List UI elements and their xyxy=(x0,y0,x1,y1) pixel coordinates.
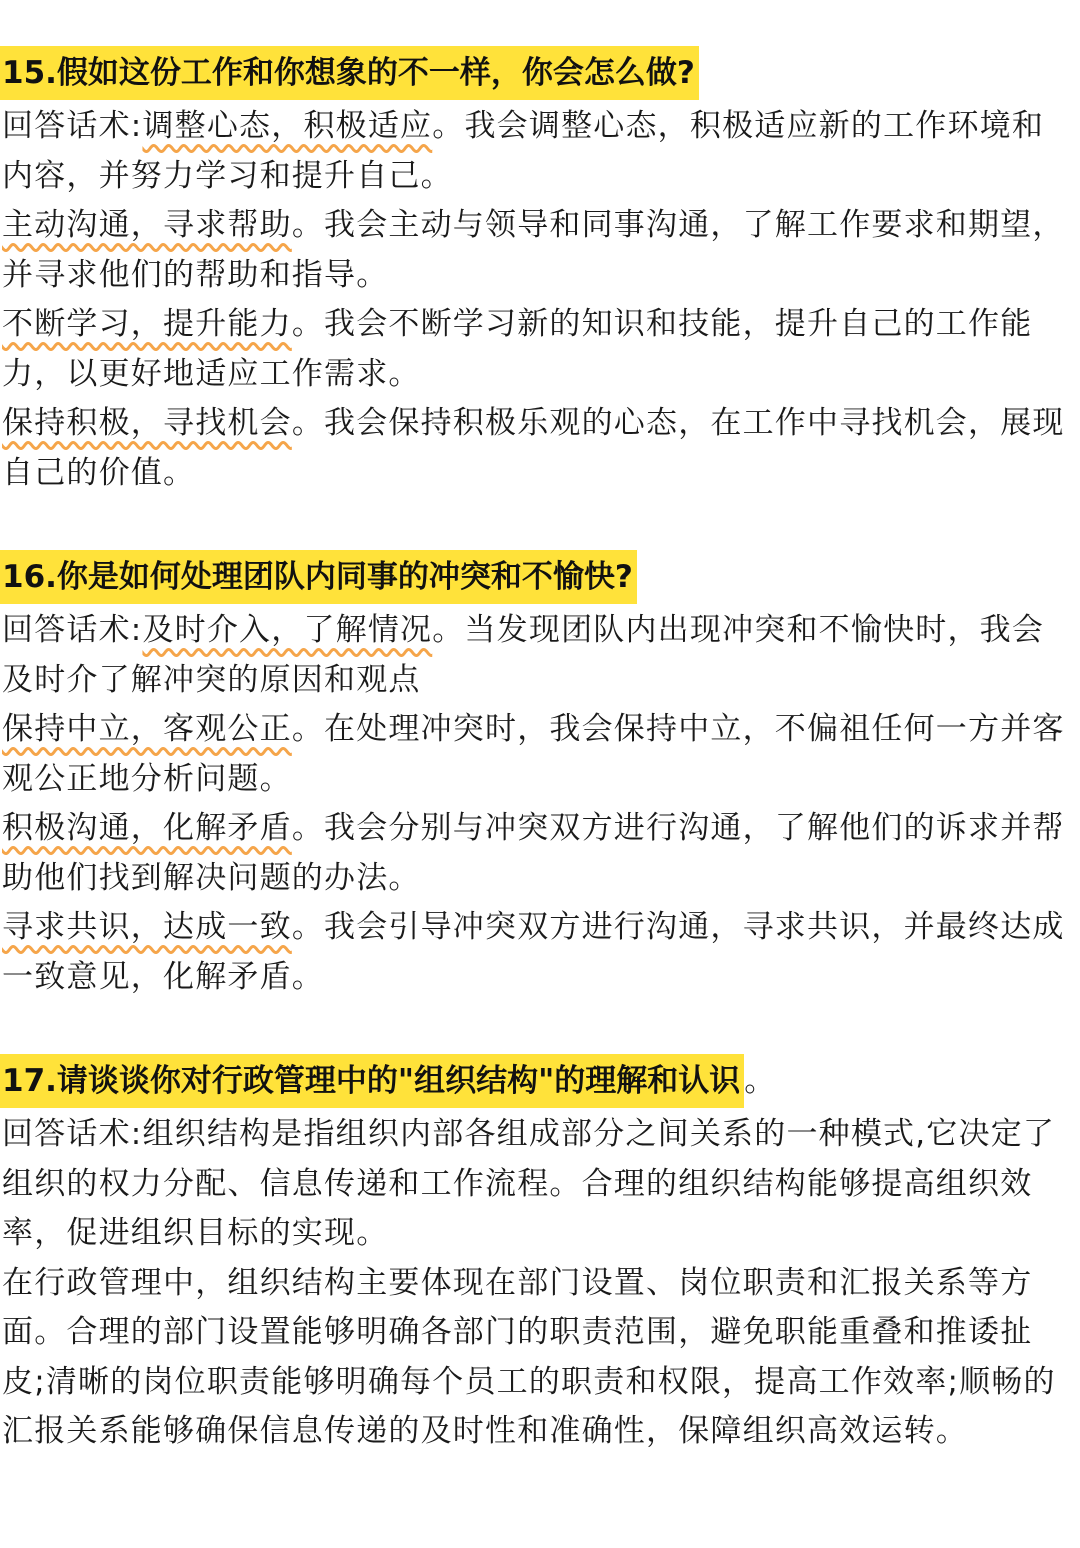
answer-paragraph xyxy=(0,300,1080,399)
answer-text: 。我会调整心态，积极适应新的工作环境和内容，并努力学习和提升自己。 xyxy=(2,108,1045,194)
answer-text: 。我会主动与领导和同事沟通，了解工作要求和期望，并寻求他们的帮助和指导。 xyxy=(2,207,1065,293)
answer-paragraph xyxy=(0,705,1080,804)
question-heading: 17.请谈谈你对行政管理中的"组织结构"的理解和认识 xyxy=(0,1054,744,1108)
answer-text: 。我会保持积极乐观的心态，在工作中寻找机会，展现自己的价值。 xyxy=(2,405,1065,491)
answer-paragraph xyxy=(0,903,1080,1002)
question-heading-row xyxy=(0,548,1080,606)
answer-text: 。在处理冲突时，我会保持中立，不偏祖任何一方并客观公正地分析问题。 xyxy=(2,711,1065,797)
answer-keyphrase: 保持积极，寻找机会 xyxy=(2,405,292,441)
answer-keyphrase: 不断学习，提升能力 xyxy=(2,306,292,342)
answer-keyphrase: 调整心态，积极适应 xyxy=(142,108,433,144)
answer-paragraph xyxy=(0,399,1080,498)
answer-paragraph xyxy=(0,1110,1080,1259)
question-16-section xyxy=(0,548,1080,1002)
question-17-section xyxy=(0,1052,1080,1457)
answer-paragraph xyxy=(0,804,1080,903)
answer-text: 回答话术:组织结构是指组织内部各组成部分之间关系的一种模式,它决定了组织的权力分配、信息传递和工作流程。合理的组织结构能够提高组织效率，促进组织目标的实现。 xyxy=(2,1116,1056,1251)
answer-keyphrase: 主动沟通，寻求帮助 xyxy=(2,207,292,243)
question-heading: 16.你是如何处理团队内同事的冲突和不愉快? xyxy=(0,550,637,604)
answer-keyphrase: 寻求共识，达成一致 xyxy=(2,909,292,945)
question-heading: 15.假如这份工作和你想象的不一样，你会怎么做? xyxy=(0,46,699,100)
answer-text: 。当发现团队内出现冲突和不愉快时，我会及时介了解冲突的原因和观点 xyxy=(2,612,1045,698)
answer-prefix: 回答话术: xyxy=(2,108,143,144)
answer-paragraph xyxy=(0,1259,1080,1457)
answer-keyphrase: 积极沟通，化解矛盾 xyxy=(2,810,292,846)
answer-paragraph xyxy=(0,606,1080,705)
question-heading-tail: 。 xyxy=(744,1063,776,1099)
question-heading-row xyxy=(0,1052,1080,1110)
answer-paragraph xyxy=(0,201,1080,300)
answer-paragraph xyxy=(0,102,1080,201)
answer-text: 。我会分别与冲突双方进行沟通，了解他们的诉求并帮助他们找到解决问题的办法。 xyxy=(2,810,1065,896)
answer-keyphrase: 保持中立，客观公正 xyxy=(2,711,292,747)
question-15-section xyxy=(0,44,1080,498)
answer-text: 。我会不断学习新的知识和技能，提升自己的工作能力，以更好地适应工作需求。 xyxy=(2,306,1033,392)
question-heading-row xyxy=(0,44,1080,102)
answer-keyphrase: 及时介入，了解情况 xyxy=(142,612,433,648)
answer-text: 在行政管理中，组织结构主要体现在部门设置、岗位职责和汇报关系等方面。合理的部门设置能够明确各部门的职责范围，避免职能重叠和推诿扯皮;清晰的岗位职责能够明确每个员工的职责和权限，提高工作效率;顺畅的汇报关系能够确保信息传递的及时性和准确性，保障组织高效运转。 xyxy=(2,1264,1056,1449)
answer-text: 。我会引导冲突双方进行沟通，寻求共识，并最终达成一致意见，化解矛盾。 xyxy=(2,909,1065,995)
answer-prefix: 回答话术: xyxy=(2,612,143,648)
